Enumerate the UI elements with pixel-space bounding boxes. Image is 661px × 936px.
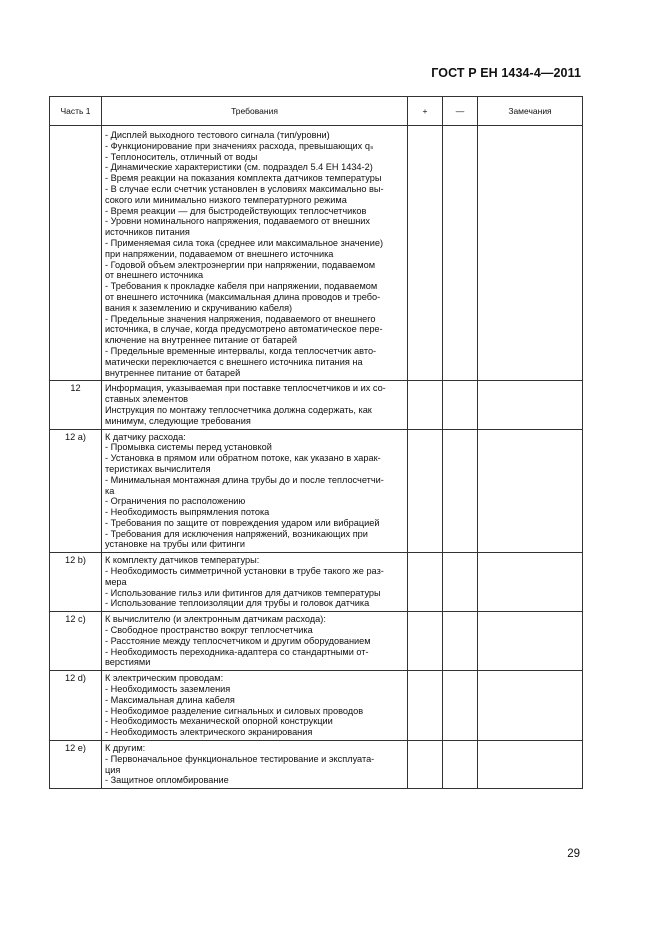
column-header-remarks: Замечания	[478, 97, 583, 126]
minus-cell	[443, 671, 478, 741]
requirement-line: источников питания	[105, 227, 190, 238]
requirement-line: Инструкция по монтажу теплосчетчика должна содержать, как	[105, 404, 372, 415]
requirement-line: источника, в случае, когда предусмотрено автоматическое пере-	[105, 324, 383, 335]
requirement-line: - Необходимость заземления	[105, 684, 231, 695]
part-cell: 12 b)	[50, 553, 102, 612]
requirement-line: - Дисплей выходного тестового сигнала (тип/уровни)	[105, 130, 330, 140]
plus-cell	[408, 381, 443, 429]
requirement-line: - Уровни номинального напряжения, подаваемого от внешних	[105, 216, 371, 227]
requirement-line: К комплекту датчиков температуры:	[105, 555, 260, 566]
page-number: 29	[567, 848, 580, 860]
requirements-table	[49, 96, 583, 789]
table-row	[50, 381, 583, 429]
requirement-line: - Необходимое разделение сигнальных и силовых проводов	[105, 705, 364, 716]
requirement-line: - Время реакции на показания комплекта датчиков температуры	[105, 173, 382, 184]
requirement-cell	[102, 741, 408, 789]
plus-cell	[408, 612, 443, 671]
requirement-line: - Теплоноситель, отличный от воды	[105, 151, 258, 162]
requirement-line: - Применяемая сила тока (среднее или максимальное значение)	[105, 237, 384, 248]
requirement-line: - Предельные значения напряжения, подаваемого от внешнего	[105, 313, 376, 324]
table-header-row	[50, 97, 583, 126]
requirement-line: от внешнего источника	[105, 270, 204, 281]
table-row	[50, 741, 583, 789]
requirement-line: - Требования по защите от повреждения ударом или вибрацией	[105, 517, 380, 528]
document-code: ГОСТ Р ЕН 1434-4—2011	[431, 66, 581, 80]
plus-cell	[408, 429, 443, 553]
minus-cell	[443, 741, 478, 789]
requirement-cell	[102, 671, 408, 741]
column-header-part: Часть 1	[50, 97, 102, 126]
requirement-line: - В случае если счетчик установлен в условиях максимально вы-	[105, 183, 384, 194]
requirement-line: - Максимальная длина кабеля	[105, 694, 235, 705]
requirement-line: ставных элементов	[105, 394, 189, 405]
requirement-cell	[102, 612, 408, 671]
requirement-line: - Промывка системы перед установкой	[105, 442, 272, 453]
column-header-requirements: Требования	[102, 97, 408, 126]
remarks-cell	[478, 671, 583, 741]
requirement-line: внутреннее питание от батарей	[105, 367, 241, 378]
requirement-line: - Использование теплоизоляции для трубы и головок датчика	[105, 598, 370, 609]
requirement-line: ция	[105, 764, 121, 775]
requirement-line: сокого или минимально низкого температурного режима	[105, 194, 347, 205]
requirement-line: Информация, указываемая при поставке теплосчетчиков и их со-	[105, 383, 386, 394]
column-header-minus: —	[443, 97, 478, 126]
requirement-line: - Свободное пространство вокруг теплосчетчика	[105, 625, 313, 636]
requirement-line: - Использование гильз или фитингов для датчиков температуры	[105, 587, 381, 598]
requirement-line: - Требования к прокладке кабеля при напряжении, подаваемом	[105, 281, 378, 292]
requirement-line: - Предельные временные интервалы, когда теплосчетчик авто-	[105, 345, 377, 356]
remarks-cell	[478, 741, 583, 789]
requirement-line: при напряжении, подаваемом от внешнего источника	[105, 248, 334, 259]
requirement-line: - Ограничения по расположению	[105, 496, 246, 507]
requirement-line: К датчику расхода:	[105, 431, 186, 442]
minus-cell	[443, 553, 478, 612]
requirement-line: установке на трубы или фитинги	[105, 539, 245, 550]
plus-cell	[408, 126, 443, 381]
part-cell: 12 c)	[50, 612, 102, 671]
requirement-line: - Динамические характеристики (см. подраздел 5.4 ЕН 1434-2)	[105, 162, 373, 173]
part-cell: 12	[50, 381, 102, 429]
requirement-line: - Первоначальное функциональное тестирование и эксплуата-	[105, 753, 375, 764]
requirement-line: - Необходимость выпрямления потока	[105, 507, 270, 518]
minus-cell	[443, 381, 478, 429]
table-row	[50, 429, 583, 553]
requirement-line: ключение на внутреннее питание от батарей	[105, 335, 297, 346]
requirement-line: от внешнего источника (максимальная длина проводов и требо-	[105, 291, 381, 302]
part-cell: 12 a)	[50, 429, 102, 553]
minus-cell	[443, 612, 478, 671]
part-cell: 12 e)	[50, 741, 102, 789]
requirement-line: - Защитное опломбирование	[105, 775, 229, 786]
requirement-line: К вычислителю (и электронным датчикам расхода):	[105, 614, 326, 625]
requirement-cell	[102, 429, 408, 553]
table-row	[50, 671, 583, 741]
requirement-line: - Необходимость электрического экранирования	[105, 727, 313, 738]
requirement-line: - Необходимость переходника-адаптера со стандартными от-	[105, 646, 369, 657]
requirement-line: - Расстояние между теплосчетчиком и другим оборудованием	[105, 635, 371, 646]
remarks-cell	[478, 553, 583, 612]
requirement-cell	[102, 553, 408, 612]
requirement-line: мера	[105, 576, 127, 587]
part-cell	[50, 126, 102, 381]
requirement-line: - Требования для исключения напряжений, возникающих при	[105, 528, 368, 539]
table-row	[50, 553, 583, 612]
column-header-plus: +	[408, 97, 443, 126]
requirement-line: минимум, следующие требования	[105, 415, 251, 426]
requirement-line: К другим:	[105, 743, 146, 754]
part-cell: 12 d)	[50, 671, 102, 741]
requirement-line: - Необходимость симметричной установки в трубе такого же раз-	[105, 566, 384, 577]
remarks-cell	[478, 612, 583, 671]
requirement-line: ка	[105, 485, 115, 496]
requirement-line: - Время реакции — для быстродействующих теплосчетчиков	[105, 205, 367, 216]
minus-cell	[443, 126, 478, 381]
plus-cell	[408, 741, 443, 789]
remarks-cell	[478, 381, 583, 429]
requirement-cell	[102, 126, 408, 381]
requirement-line: верстиями	[105, 657, 151, 668]
plus-cell	[408, 671, 443, 741]
requirement-line: матически переключается с внешнего источника питания на	[105, 356, 363, 367]
table-row	[50, 126, 583, 381]
requirement-line: вания к заземлению и скручиванию кабеля)	[105, 302, 293, 313]
remarks-cell	[478, 429, 583, 553]
requirement-line: - Функционирование при значениях расхода, превышающих qₛ	[105, 140, 374, 151]
requirement-line: К электрическим проводам:	[105, 673, 224, 684]
minus-cell	[443, 429, 478, 553]
plus-cell	[408, 553, 443, 612]
requirement-line: - Необходимость механической опорной конструкции	[105, 716, 333, 727]
requirement-line: - Годовой объем электроэнергии при напряжении, подаваемом	[105, 259, 376, 270]
table-row	[50, 612, 583, 671]
requirement-cell	[102, 381, 408, 429]
requirement-line: - Установка в прямом или обратном потоке, как указано в харак-	[105, 453, 381, 464]
remarks-cell	[478, 126, 583, 381]
requirement-line: - Минимальная монтажная длина трубы до и после теплосчетчи-	[105, 474, 384, 485]
requirement-line: теристиках вычислителя	[105, 463, 211, 474]
